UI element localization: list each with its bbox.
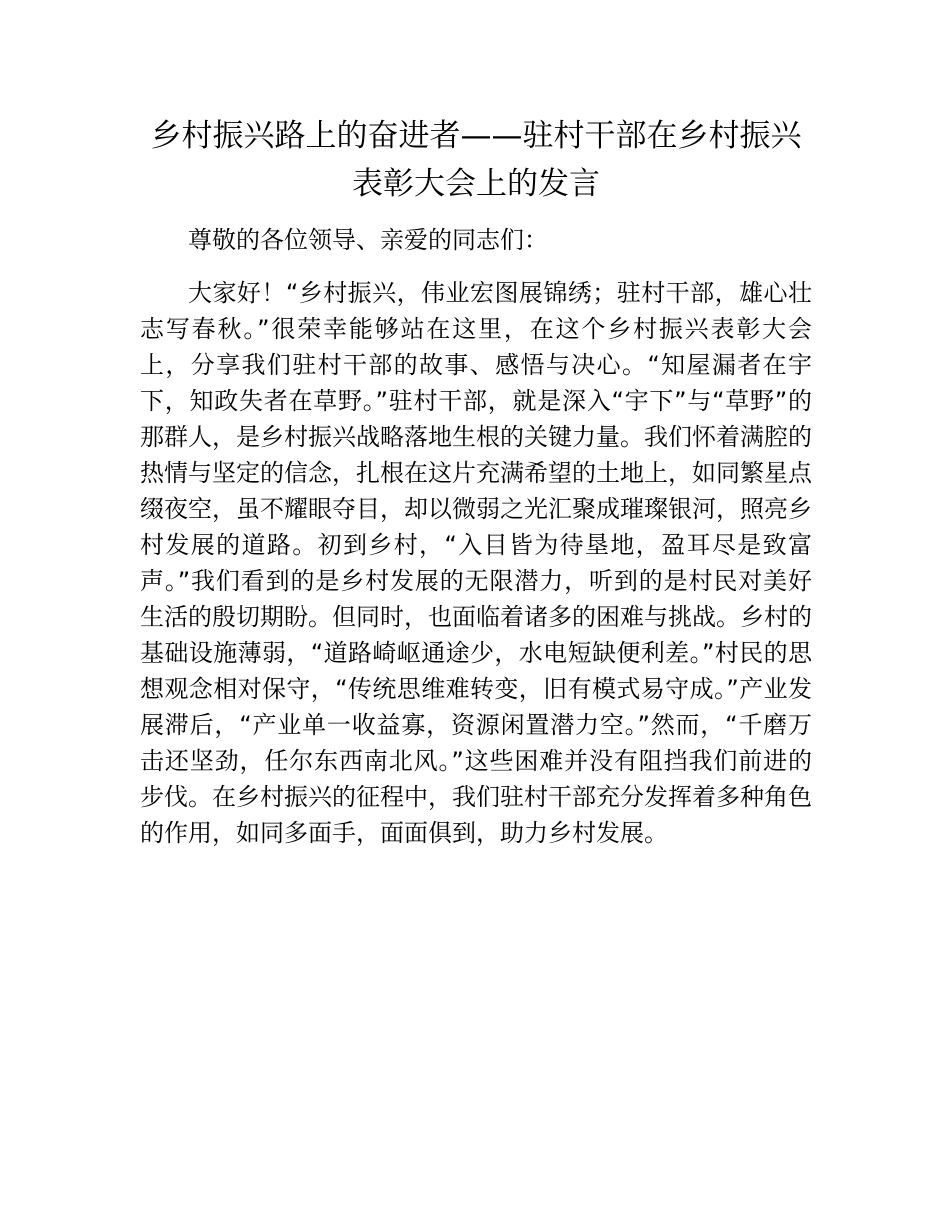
document-title: 乡村振兴路上的奋进者——驻村干部在乡村振兴表彰大会上的发言 [150,118,802,202]
greeting-line: 尊敬的各位领导、亲爱的同志们： [188,226,548,254]
body-paragraph: 大家好！“乡村振兴，伟业宏图展锦绣；驻村干部，雄心壮志写春秋。”很荣幸能够站在这里，在这个乡村振兴表彰大会上，分享我们驻村干部的故事、感悟与决心。“知屋漏者在宇下，知政失者在草野。”驻村干部，就是深入“宇下”与“草野”的那群人，是乡村振兴战略落地生根的关键力量。我们怀着满腔的热情与坚定的信念，扎根在这片充满希望的土地上，如同繁星点缀夜空，虽不耀眼夺目，却以微弱之光汇聚成璀璨银河，照亮乡村发展的道路。初到乡村，“入目皆为待垦地，盈耳尽是致富声。”我们看到的是乡村发展的无限潜力，听到的是村民对美好生活的殷切期盼。但同时，也面临着诸多的困难与挑战。乡村的基础设施薄弱，“道路崎岖通途少，水电短缺便利差。”村民的思想观念相对保守，“传统思维难转变，旧有模式易守成。”产业发展滞后，“产业单一收益寡，资源闲置潜力空。”然而，“千磨万击还坚劲，任尔东西南北风。”这些困难并没有阻挡我们前进的步伐。在乡村振兴的征程中，我们驻村干部充分发挥着多种角色的作用，如同多面手，面面俱到，助力乡村发展。 [140,279,812,847]
document-page [140,112,812,851]
